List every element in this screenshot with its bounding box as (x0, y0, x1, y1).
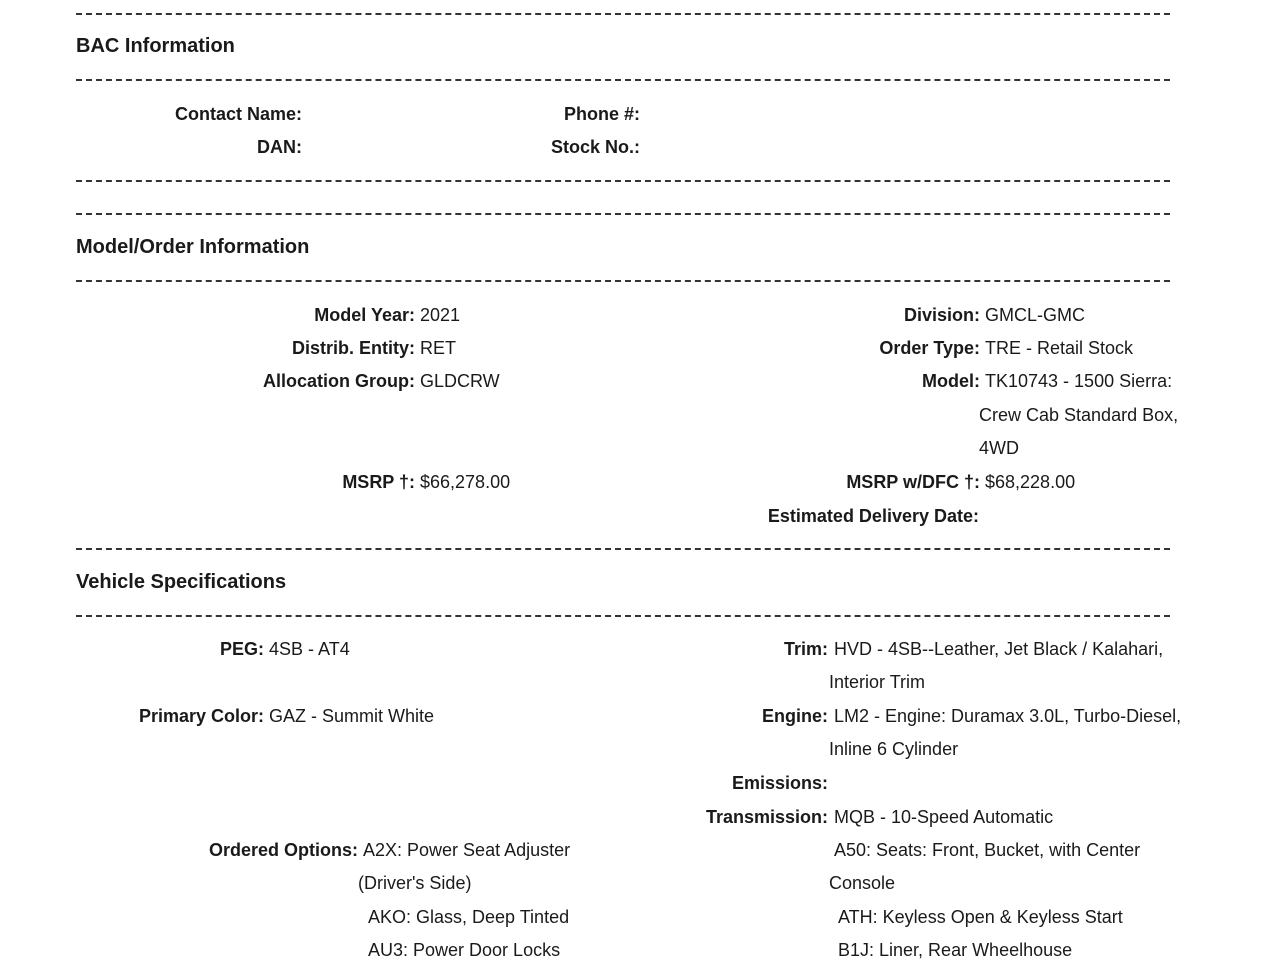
ordered-options-label: Ordered Options: (208, 840, 358, 860)
model-year-value: 2021 (420, 305, 461, 325)
transmission-label: Transmission: (705, 807, 828, 827)
bac-information-heading: BAC Information (76, 35, 235, 57)
allocation-group-label: Allocation Group: (263, 371, 415, 391)
option-item: B1J: Liner, Rear Wheelhouse (838, 940, 1073, 960)
trim-label: Trim: (783, 639, 828, 659)
order-type-value: TRE - Retail Stock (985, 338, 1134, 358)
option-item: AKO: Glass, Deep Tinted (368, 907, 570, 927)
model-value-line3: 4WD (979, 438, 1019, 458)
divider-rule (76, 213, 1170, 215)
phone-label: Phone #: (563, 104, 640, 124)
division-value: GMCL-GMC (985, 305, 1085, 325)
order-type-label: Order Type: (879, 338, 980, 358)
vehicle-specifications-heading: Vehicle Specifications (76, 571, 287, 593)
allocation-group-value: GLDCRW (420, 371, 500, 391)
transmission-value: MQB - 10-Speed Automatic (834, 807, 1054, 827)
model-year-label: Model Year: (314, 305, 415, 325)
option-item: AU3: Power Door Locks (368, 940, 561, 960)
trim-value-line1: HVD - 4SB--Leather, Jet Black / Kalahari, (834, 639, 1164, 659)
dan-label: DAN: (257, 137, 302, 157)
primary-color-value: GAZ - Summit White (269, 706, 435, 726)
msrp-dfc-label: MSRP w/DFC †: (846, 472, 980, 492)
divider-rule (76, 280, 1170, 282)
engine-label: Engine: (762, 706, 828, 726)
distrib-entity-label: Distrib. Entity: (291, 338, 415, 358)
estimated-delivery-label: Estimated Delivery Date: (767, 506, 979, 526)
stock-no-label: Stock No.: (550, 137, 640, 157)
option-item: ATH: Keyless Open & Keyless Start (838, 907, 1123, 927)
divider-rule (76, 548, 1170, 550)
engine-value-line2: Inline 6 Cylinder (829, 739, 959, 759)
option-item-continued: Console (829, 873, 896, 893)
peg-label: PEG: (219, 639, 264, 659)
divider-rule (76, 13, 1170, 15)
option-item-continued: (Driver's Side) (358, 873, 472, 893)
emissions-label: Emissions: (731, 773, 828, 793)
msrp-value: $66,278.00 (420, 472, 511, 492)
divider-rule (76, 79, 1170, 81)
peg-value: 4SB - AT4 (269, 639, 350, 659)
primary-color-label: Primary Color: (138, 706, 264, 726)
option-item: A50: Seats: Front, Bucket, with Center (834, 840, 1141, 860)
option-item: A2X: Power Seat Adjuster (363, 840, 571, 860)
distrib-entity-value: RET (420, 338, 456, 358)
trim-value-line2: Interior Trim (829, 672, 926, 692)
contact-name-label: Contact Name: (174, 104, 302, 124)
model-order-heading: Model/Order Information (76, 236, 310, 258)
divider-rule (76, 615, 1170, 617)
model-value-line1: TK10743 - 1500 Sierra: (985, 371, 1173, 391)
division-label: Division: (903, 305, 980, 325)
msrp-label: MSRP †: (342, 472, 415, 492)
divider-rule (76, 180, 1170, 182)
model-label: Model: (922, 371, 980, 391)
model-value-line2: Crew Cab Standard Box, (979, 405, 1179, 425)
msrp-dfc-value: $68,228.00 (985, 472, 1076, 492)
engine-value-line1: LM2 - Engine: Duramax 3.0L, Turbo-Diesel, (834, 706, 1182, 726)
